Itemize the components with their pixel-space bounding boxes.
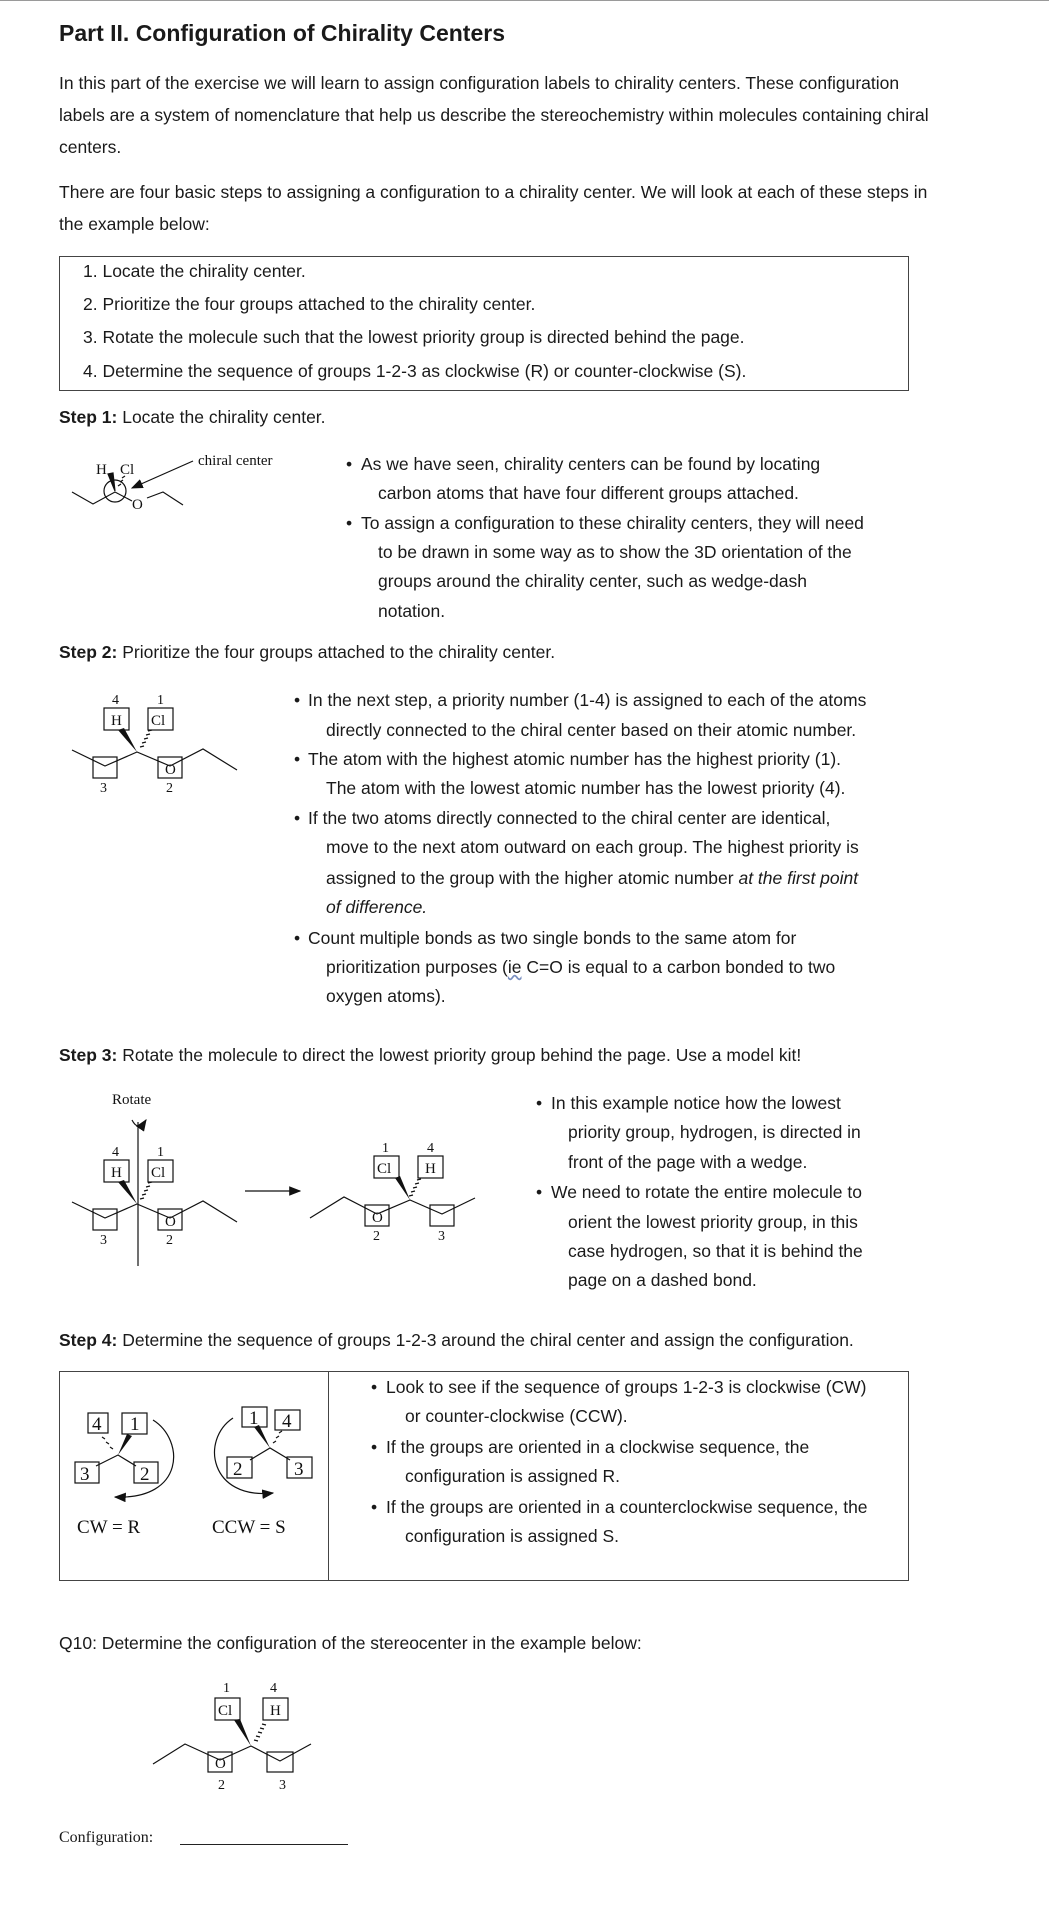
priority-number: 4: [112, 693, 119, 708]
cw-equals-r-label: CW = R: [77, 1517, 141, 1538]
priority-number: 3: [100, 1233, 107, 1248]
wedge-bond: [118, 728, 137, 752]
step4-bullet-line: configuration is assigned R.: [405, 1466, 620, 1486]
step1-bullet-line: To assign a configuration to these chirality centers, they will need: [361, 513, 864, 533]
priority-number: 1: [157, 693, 164, 708]
priority-number: 2: [218, 1778, 225, 1793]
bullet-icon: •: [294, 690, 301, 710]
configuration-label: Configuration:: [59, 1829, 154, 1846]
step2-bullet-line: The atom with the lowest atomic number has the lowest priority (4).: [326, 778, 846, 798]
priority-number: 2: [166, 1233, 173, 1248]
priority-number: 3: [80, 1464, 90, 1485]
step2-molecule: [72, 693, 237, 796]
wedge-bond: [395, 1176, 410, 1200]
rotate-label: Rotate: [112, 1092, 152, 1108]
step3-bullet-line: page on a dashed bond.: [568, 1270, 757, 1290]
hash-bond: [140, 1182, 152, 1199]
priority-number: 4: [427, 1141, 434, 1156]
step-item: 1. Locate the chirality center.: [83, 261, 306, 281]
priority-number: 1: [249, 1408, 259, 1429]
priority-number: 3: [294, 1459, 304, 1480]
italic-segment: at the first point: [738, 868, 859, 888]
priority-number: 2: [140, 1464, 150, 1485]
priority-number: 3: [438, 1229, 445, 1244]
priority-number: 4: [92, 1414, 102, 1435]
atom-h: H: [111, 1165, 122, 1181]
step2-bullet-line: If the two atoms directly connected to the chiral center are identical,: [308, 808, 831, 828]
step-item: 2. Prioritize the four groups attached to the chirality center.: [83, 294, 536, 314]
bullet-icon: •: [371, 1497, 378, 1517]
priority-number: 3: [100, 781, 107, 796]
atom-o: O: [215, 1756, 226, 1772]
step4-heading-text: Determine the sequence of groups 1-2-3 around the chiral center and assign the configuration.: [117, 1330, 854, 1350]
step-item: 3. Rotate the molecule such that the lowest priority group is directed behind the page.: [83, 327, 745, 347]
step1-bullet-line: As we have seen, chirality centers can be found by locating: [361, 454, 821, 474]
pointer-arrow: [132, 461, 193, 488]
text-segment: C=O is equal to a carbon bonded to two: [521, 957, 836, 977]
bond-line: [310, 1197, 475, 1218]
atom-h: H: [96, 462, 107, 478]
step4-bullet-line: If the groups are oriented in a clockwise sequence, the: [386, 1437, 810, 1457]
intro-line: centers.: [59, 137, 122, 157]
step2-heading-text: Prioritize the four groups attached to the chirality center.: [117, 642, 556, 662]
atom-cl: Cl: [151, 713, 166, 729]
step4-bullet-line: configuration is assigned S.: [405, 1526, 620, 1546]
atom-o: O: [165, 1214, 176, 1230]
priority-box: [93, 1209, 117, 1230]
step1-heading-text: Locate the chirality center.: [117, 407, 326, 427]
bullet-icon: •: [294, 928, 301, 948]
bullet-icon: •: [294, 808, 301, 828]
atom-o: O: [372, 1210, 383, 1226]
step3-heading-text: Rotate the molecule to direct the lowest priority group behind the page. Use a model kit!: [117, 1045, 802, 1065]
bullet-icon: •: [346, 513, 353, 533]
q10-molecule: [153, 1681, 311, 1793]
priority-number: 4: [270, 1681, 277, 1696]
bullet-icon: •: [371, 1437, 378, 1457]
intro-line: There are four basic steps to assigning a configuration to a chirality center. We will look at each of these steps in: [59, 182, 928, 202]
priority-number: 1: [382, 1141, 389, 1156]
priority-number: 3: [279, 1778, 286, 1793]
atom-cl: Cl: [120, 462, 135, 478]
chiral-center-annotation: chiral center: [198, 453, 273, 469]
step2-bullet-line: Count multiple bonds as two single bonds to the same atom for: [308, 928, 797, 948]
text-segment: assigned to the group with the higher atomic number: [326, 868, 739, 888]
atom-h: H: [270, 1703, 281, 1719]
bullet-icon: •: [536, 1093, 543, 1113]
bond-line: [72, 749, 237, 770]
spellcheck-word: ie: [507, 957, 522, 977]
bullet-icon: •: [371, 1377, 378, 1397]
priority-number: 4: [112, 1145, 119, 1160]
hash-bond: [140, 730, 152, 747]
counterclockwise-arrow: [215, 1418, 273, 1494]
atom-o: O: [132, 497, 143, 513]
intro-line: the example below:: [59, 214, 210, 234]
step2-bullet-line: move to the next atom outward on each group. The highest priority is: [326, 837, 859, 857]
atom-h: H: [111, 713, 122, 729]
priority-number: 1: [157, 1145, 164, 1160]
wedge-bond: [118, 1180, 137, 1204]
step1-label: Step 1:: [59, 407, 118, 427]
step2-label: Step 2:: [59, 642, 118, 662]
step3-label: Step 3:: [59, 1045, 118, 1065]
intro-line: In this part of the exercise we will learn to assign configuration labels to chirality centers. These configuration: [59, 73, 900, 93]
ccw-diagram: [212, 1407, 312, 1538]
atom-cl: Cl: [151, 1165, 166, 1181]
step1-bullet-line: groups around the chirality center, such as wedge-dash: [378, 571, 808, 591]
priority-box: [267, 1752, 293, 1772]
page-title: Part II. Configuration of Chirality Centers: [59, 20, 505, 46]
priority-number: 4: [282, 1411, 292, 1432]
priority-number: 2: [233, 1459, 243, 1480]
step3-bullet-line: We need to rotate the entire molecule to: [551, 1182, 862, 1202]
step2-bullet-line: of difference.: [326, 897, 428, 917]
step2-bullet-line: oxygen atoms).: [326, 986, 446, 1006]
atom-cl: Cl: [218, 1703, 233, 1719]
intro-line: labels are a system of nomenclature that help us describe the stereochemistry within molecules containing chiral: [59, 105, 929, 125]
step4-bullet-line: or counter-clockwise (CCW).: [405, 1406, 628, 1426]
step3-bullet-line: case hydrogen, so that it is behind the: [568, 1241, 863, 1261]
q10-question: Q10: Determine the configuration of the stereocenter in the example below:: [59, 1633, 642, 1653]
text-segment: prioritization purposes (: [326, 957, 508, 977]
atom-cl: Cl: [377, 1161, 392, 1177]
rotate-arrow-icon: [132, 1120, 146, 1126]
priority-number: 2: [373, 1229, 380, 1244]
bond-line: [72, 1201, 237, 1222]
bullet-icon: •: [536, 1182, 543, 1202]
step4-label: Step 4:: [59, 1330, 118, 1350]
step3-original-molecule: [72, 1145, 237, 1248]
step2-bullet-line: The atom with the highest atomic number has the highest priority (1).: [308, 749, 842, 769]
step3-bullet-line: priority group, hydrogen, is directed in: [568, 1122, 861, 1142]
bond-line: [147, 492, 183, 505]
step1-bullet-line: notation.: [378, 601, 446, 621]
step4-bullet-line: Look to see if the sequence of groups 1-2-3 is clockwise (CW): [386, 1377, 867, 1397]
step3-bullet-line: orient the lowest priority group, in this: [568, 1212, 858, 1232]
bullet-icon: •: [294, 749, 301, 769]
hash-bond: [254, 1724, 266, 1741]
step3-bullet-line: In this example notice how the lowest: [551, 1093, 841, 1113]
cw-diagram: [75, 1413, 174, 1538]
priority-box: [93, 757, 117, 778]
step3-bullet-line: front of the page with a wedge.: [568, 1152, 808, 1172]
bullet-icon: •: [346, 454, 353, 474]
atom-h: H: [425, 1161, 436, 1177]
step2-bullet-line: In the next step, a priority number (1-4) is assigned to each of the atoms: [308, 690, 867, 710]
step3-rotated-molecule: [310, 1141, 475, 1244]
step4-bullet-line: If the groups are oriented in a counterclockwise sequence, the: [386, 1497, 868, 1517]
priority-number: 1: [130, 1414, 140, 1435]
priority-box: [430, 1205, 454, 1226]
priority-number: 2: [166, 781, 173, 796]
wedge-bond: [234, 1719, 251, 1746]
step1-bullet-line: carbon atoms that have four different groups attached.: [378, 483, 799, 503]
step1-bullet-line: to be drawn in some way as to show the 3D orientation of the: [378, 542, 852, 562]
atom-o: O: [165, 762, 176, 778]
hash-bond: [409, 1179, 421, 1196]
ccw-equals-s-label: CCW = S: [212, 1517, 286, 1538]
step-item: 4. Determine the sequence of groups 1-2-3 as clockwise (R) or counter-clockwise (S).: [83, 361, 747, 381]
priority-number: 1: [223, 1681, 230, 1696]
step2-bullet-line: directly connected to the chiral center based on their atomic number.: [326, 720, 857, 740]
